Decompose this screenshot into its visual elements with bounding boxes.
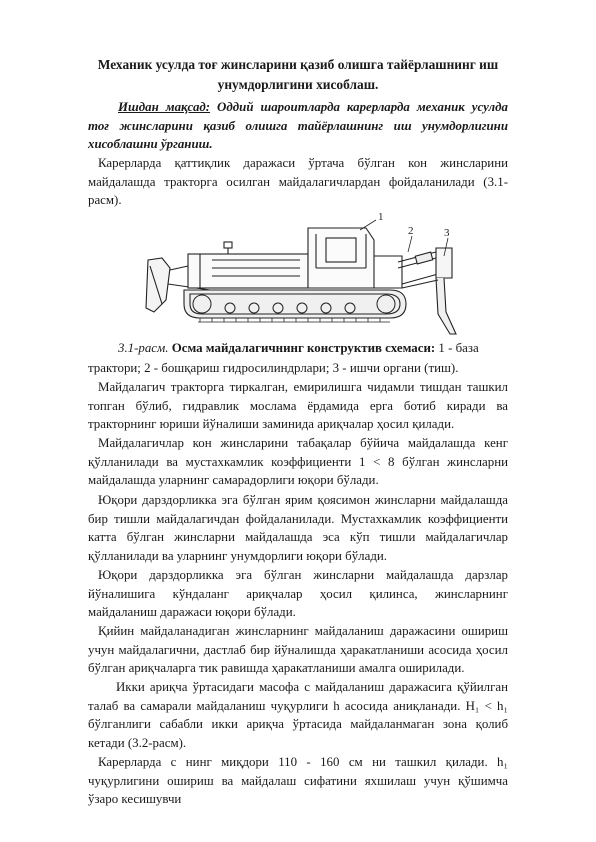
ripper-diagram — [140, 208, 480, 343]
title-line-2: унумдорлигини хисоблаш. — [217, 77, 379, 92]
paragraph-1: Карерларда қаттиқлик даражаси ўртача бўлган кон жинсларини майдалашда тракторга осилган майдалагичлардан фойдаланилади (3.1-расм). — [88, 156, 508, 208]
paragraph-8: Карерларда с нинг миқдори 110 - 160 см ни ташкил қилади. h₁ чуқурлигини ошириш ва майдалаш сифатини яхшилаш учун қўшимча ўзаро кесишувчи — [88, 755, 508, 807]
paragraph-3: Майдалагичлар кон жинсларини табақалар бўйича майдалашда кенг қўлланилади ва мустахкамлик коэффициенти 1 < 8 бўлган жинсларни майдалашда уларнинг самарадорлиги юқори бўлади. — [88, 436, 508, 488]
ripper-assembly — [398, 248, 456, 334]
goal-label: Ишдан мақсад: — [118, 100, 211, 114]
label-2: 2 — [408, 225, 414, 237]
label-1: 1 — [378, 211, 384, 223]
paragraph-6: Қийин майдаланадиган жинсларнинг майдаланиш даражасини ошириш учун майдалагични, дастлаб бир йўналишда ҳаракатланиши асосида ҳосил бўлган ариқчаларга тик равишда ҳаракатланиши амалга оширилади. — [88, 624, 508, 676]
label-3: 3 — [444, 227, 450, 239]
paragraph-2: Майдалагич тракторга тиркалган, емирилишга чидамли тишдан ташкил топган бўлиб, гидравлик мослама ёрдамида ерга ботиб киради ва тракторнинг юриши йўналиши заминида ариқчалар ҳосил қилади. — [88, 380, 508, 432]
figure-caption — [88, 338, 508, 378]
title-line-1: Механик усулда тоғ жинсларини қазиб олишга тайёрлашнинг иш — [97, 57, 499, 72]
goal-paragraph — [88, 98, 508, 154]
paragraph-5: Юқори дарздорликка эга бўлган жинсларни майдалашда дарзлар йўналишига кўндаланг ариқчалар ҳосил қилинса, жинсларнинг майдаланиш даражаси юқори бўлади. — [88, 568, 508, 620]
caption-title: Осма майдалагичнинг конструктив схемаси: — [168, 341, 436, 355]
page-title — [90, 55, 506, 95]
tractor-body — [146, 228, 406, 318]
caption-number: 3.1-расм. — [118, 341, 169, 355]
caption-text-1: 1 - база — [435, 341, 479, 355]
track-grousers — [198, 318, 390, 322]
caption-text-2: трактори; 2 - бошқариш гидросилиндрлари; 3 - ишчи органи (тиш). — [88, 361, 459, 375]
paragraph-4: Юқори дарздорликка эга бўлган ярим қоясимон жинсларни майдалашда бир тишли майдалагичдан фойдаланилади. Мустахкамлик коэффициенти катта бўлган жинсларни майдалашда эса кўп тишли майдалагичлар қўлланилади ва уларнинг унумдорлиги юқори бўлади. — [88, 493, 508, 563]
goal-text: Оддий шароитларда карерларда механик усулда тоғ жинсларини қазиб олишга тайёрлашнинг иш унумдорлигини хисоблашни ўрганиш. — [88, 100, 508, 152]
paragraph-7: Икки ариқча ўртасидаги масофа с майдаланиш даражасига қўйилган талаб ва самарали майдаланиш чуқурлиги h асосида аниқланади. H₁ < h₁ бўлганлиги сабабли икки ариқча ўртасида майдаланмаган зона қолиб кетади (3.2-расм). — [88, 680, 508, 750]
